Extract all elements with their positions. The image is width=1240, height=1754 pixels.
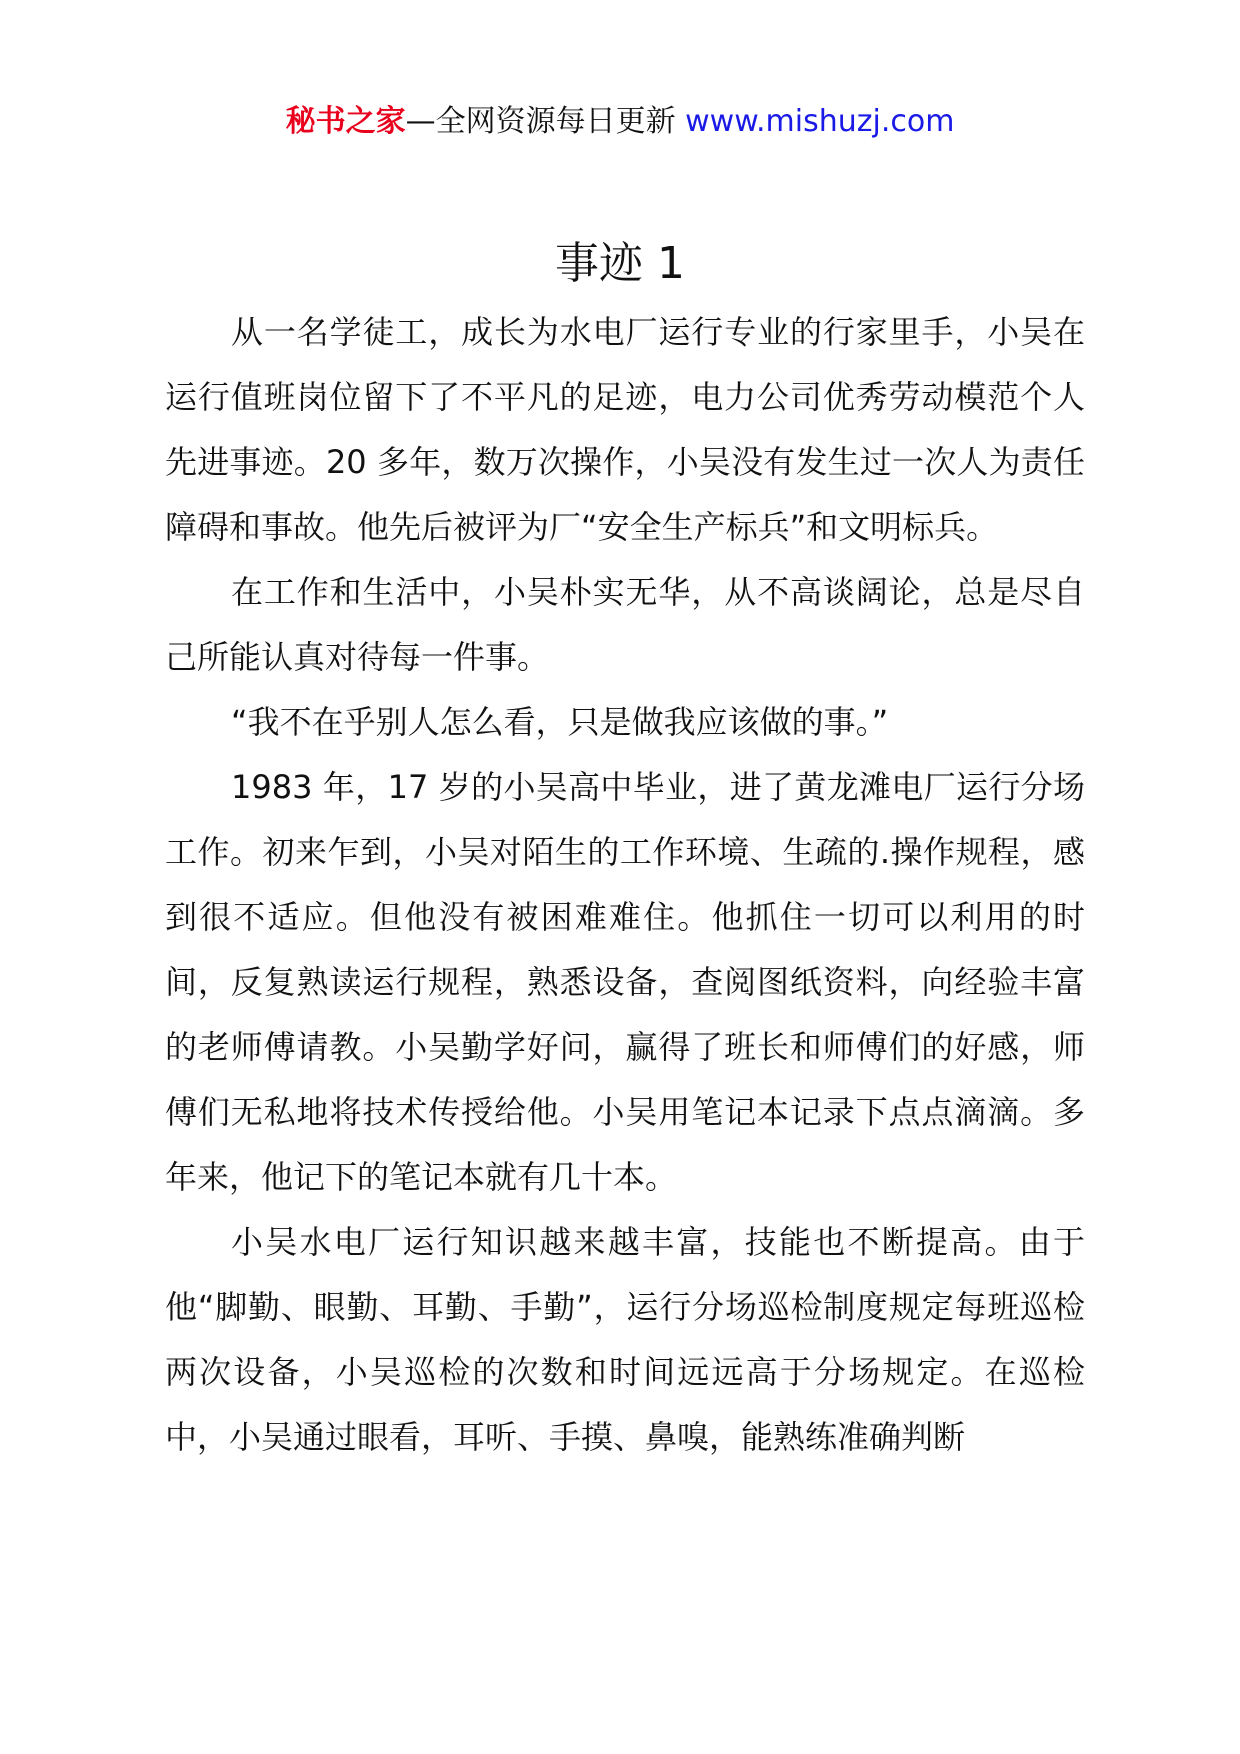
paragraph: 在工作和生活中，小吴朴实无华，从不高谈阔论，总是尽自己所能认真对待每一件事。 <box>165 573 1085 676</box>
site-header <box>0 102 1240 142</box>
document-title: 事迹 1 <box>555 238 685 289</box>
document-body <box>165 300 1085 1470</box>
site-url-link[interactable]: www.mishuzj.com <box>685 104 955 139</box>
paragraph: 小吴水电厂运行知识越来越丰富，技能也不断提高。由于他“脚勤、眼勤、耳勤、手勤”，运行分场巡检制度规定每班巡检两次设备，小吴巡检的次数和时间远远高于分场规定。在巡检中，小吴通过眼看，耳听、手摸、鼻嗅，能熟练准确判断 <box>165 1223 1085 1456</box>
paragraph: 1983 年，17 岁的小吴高中毕业，进了黄龙滩电厂运行分场工作。初来乍到，小吴对陌生的工作环境、生疏的.操作规程，感到很不适应。但他没有被困难难住。他抓住一切可以利用的时间，反复熟读运行规程，熟悉设备，查阅图纸资料，向经验丰富的老师傅请教。小吴勤学好问，赢得了班长和师傅们的好感，师傅们无私地将技术传授给他。小吴用笔记本记录下点点滴滴。多年来，他记下的笔记本就有几十本。 <box>165 768 1085 1196</box>
site-brand: 秘书之家 <box>285 104 406 139</box>
paragraph: “我不在乎别人怎么看，只是做我应该做的事。” <box>231 703 889 741</box>
site-tagline: —全网资源每日更新 <box>405 104 676 139</box>
paragraph: 从一名学徒工，成长为水电厂运行专业的行家里手，小吴在运行值班岗位留下了不平凡的足迹，电力公司优秀劳动模范个人先进事迹。20 多年，数万次操作，小吴没有发生过一次人为责任障碍和事故。他先后被评为厂“安全生产标兵”和文明标兵。 <box>165 313 1085 546</box>
